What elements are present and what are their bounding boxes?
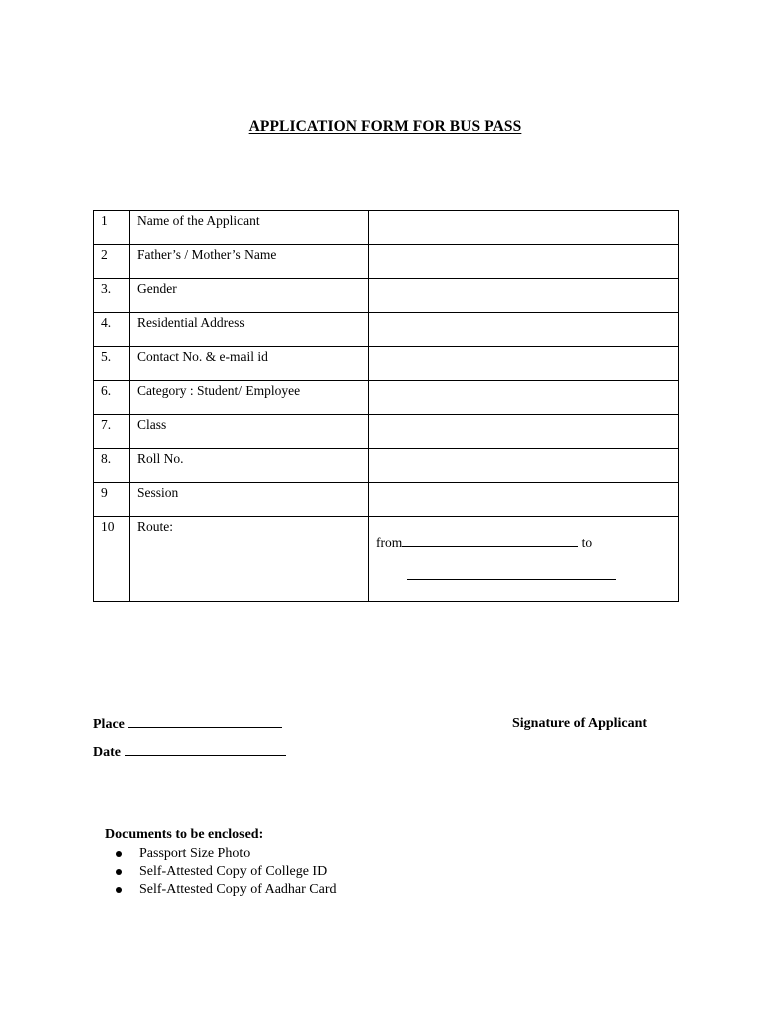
date-blank[interactable] [125, 744, 286, 756]
bullet-icon [116, 851, 122, 857]
bullet-icon [116, 887, 122, 893]
route-cell [369, 517, 679, 602]
row-number: 9 [94, 483, 130, 517]
row-label: Route: [130, 517, 369, 602]
row-label: Residential Address [130, 313, 369, 347]
gender-field[interactable] [369, 279, 679, 313]
bullet-icon [116, 869, 122, 875]
row-label: Roll No. [130, 449, 369, 483]
row-label: Category : Student/ Employee [130, 381, 369, 415]
row-number: 8. [94, 449, 130, 483]
form-title: APPLICATION FORM FOR BUS PASS [248, 118, 522, 135]
route-from-blank[interactable] [402, 535, 578, 547]
row-label: Gender [130, 279, 369, 313]
application-table [93, 210, 679, 602]
row-number: 10 [94, 517, 130, 602]
roll-no-field[interactable] [369, 449, 679, 483]
parent-name-field[interactable] [369, 245, 679, 279]
document-item: Passport Size Photo [139, 846, 251, 861]
row-label: Contact No. & e-mail id [130, 347, 369, 381]
category-field[interactable] [369, 381, 679, 415]
table-row [94, 483, 679, 517]
route-to-blank[interactable] [407, 579, 616, 580]
document-item: Self-Attested Copy of Aadhar Card [139, 882, 337, 897]
table-row [94, 449, 679, 483]
class-field[interactable] [369, 415, 679, 449]
row-label: Class [130, 415, 369, 449]
table-row [94, 245, 679, 279]
route-from-label: from [376, 535, 403, 550]
row-number: 3. [94, 279, 130, 313]
document-item: Self-Attested Copy of College ID [139, 864, 328, 879]
row-label: Session [130, 483, 369, 517]
signature-label: Signature of Applicant [512, 716, 648, 731]
row-label: Father’s / Mother’s Name [130, 245, 369, 279]
list-item [114, 863, 337, 881]
row-number: 5. [94, 347, 130, 381]
table-row [94, 381, 679, 415]
table-row [94, 211, 679, 245]
place-line [93, 716, 282, 733]
row-label: Name of the Applicant [130, 211, 369, 245]
table-row [94, 415, 679, 449]
list-item [114, 845, 337, 863]
applicant-name-field[interactable] [369, 211, 679, 245]
place-label: Place [93, 717, 125, 732]
session-field[interactable] [369, 483, 679, 517]
place-blank[interactable] [128, 716, 282, 728]
row-number: 4. [94, 313, 130, 347]
table-row [94, 517, 679, 602]
documents-list [114, 845, 337, 899]
row-number: 1 [94, 211, 130, 245]
contact-field[interactable] [369, 347, 679, 381]
documents-title: Documents to be enclosed: [105, 827, 264, 842]
table-row [94, 279, 679, 313]
date-line [93, 744, 286, 761]
row-number: 6. [94, 381, 130, 415]
table-row [94, 347, 679, 381]
list-item [114, 881, 337, 899]
route-from-line [376, 535, 592, 551]
date-label: Date [93, 745, 121, 760]
table-row [94, 313, 679, 347]
address-field[interactable] [369, 313, 679, 347]
route-to-label: to [581, 535, 593, 550]
row-number: 2 [94, 245, 130, 279]
row-number: 7. [94, 415, 130, 449]
